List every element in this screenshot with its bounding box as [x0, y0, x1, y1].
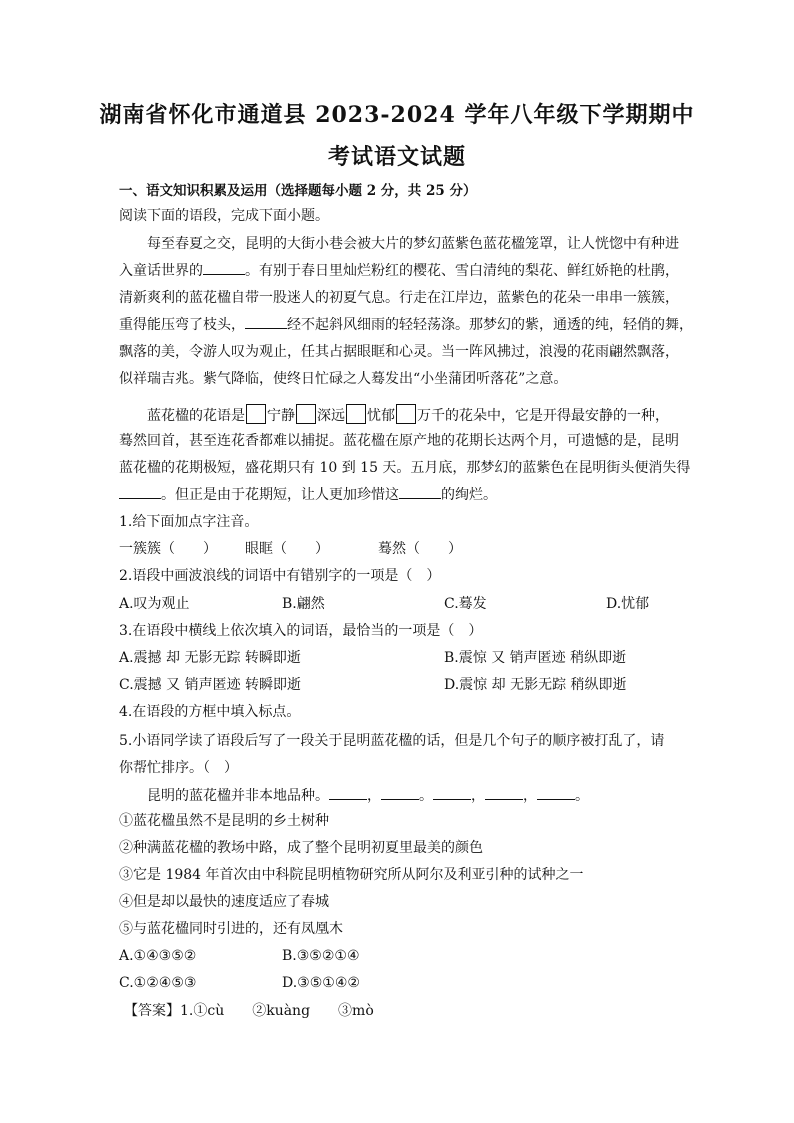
- para1-line5: 飘落的美，令游人叹为观止，任其占据眼眶和心灵。当一阵风拂过，浪漫的花雨翩然飘落，: [119, 344, 679, 360]
- answer-text: 1.①cù ②kuàng ③mò: [180, 1003, 374, 1019]
- para1-line3: 清新爽利的蓝花楹自带一股迷人的初夏气息。行走在江岸边，蓝紫色的花朵一串串一簇簇，: [119, 290, 679, 306]
- q2-option-b[interactable]: B.翩然: [282, 596, 325, 612]
- q5-sentence-2: ②种满蓝花楹的教场中路，成了整个昆明初夏里最美的颜色: [119, 840, 483, 856]
- order-blank[interactable]: [485, 786, 523, 800]
- punctuation-box[interactable]: [346, 404, 366, 424]
- para2-line3: 蓝花楹的花期极短，盛花期只有 10 到 15 天。五月底，那梦幻的蓝紫色在昆明街头便消失得: [119, 460, 691, 476]
- fill-blank[interactable]: [399, 485, 441, 499]
- q1-item-a[interactable]: 一簇簇（ ）: [119, 541, 217, 557]
- section-heading: 一、语文知识积累及运用（选择题每小题 2 分，共 25 分）: [119, 183, 477, 199]
- q5-sentence-4: ④但是却以最快的速度适应了春城: [119, 894, 329, 910]
- q2-option-d[interactable]: D.忧郁: [606, 596, 650, 612]
- q3-option-d[interactable]: D.震惊 却 无影无踪 稍纵即逝: [444, 677, 627, 693]
- q3-option-c[interactable]: C.震撼 又 销声匿迹 转瞬即逝: [119, 677, 302, 693]
- order-blank[interactable]: [329, 786, 367, 800]
- para1-line4: 重得能压弯了枝头， 经不起斜风细雨的轻轻荡涤。那梦幻的紫，通透的纯，轻俏的舞，: [119, 317, 693, 333]
- para1-line1: 每至春夏之交，昆明的大街小巷会被大片的梦幻蓝紫色蓝花楹笼罩，让人恍惚中有种进: [147, 236, 679, 252]
- para2-line4: 。但正是由于花期短，让人更加珍惜这 的绚烂。: [119, 485, 679, 505]
- question-1: 1.给下面加点字注音。: [119, 514, 259, 530]
- exam-title-line1: 湖南省怀化市通道县 2023-2024 学年八年级下学期期中: [99, 102, 695, 128]
- para1-line2: 入童话世界的 。有别于春日里灿烂粉红的樱花、雪白清纯的梨花、鲜红娇艳的杜鹃，: [119, 263, 679, 279]
- q5-option-b[interactable]: B.③⑤②①④: [282, 948, 360, 964]
- q2-option-a[interactable]: A.叹为观止: [119, 596, 190, 612]
- q3-option-a[interactable]: A.震撼 却 无影无踪 转瞬即逝: [119, 650, 301, 666]
- question-5-line1: 5.小语同学读了语段后写了一段关于昆明蓝花楹的话，但是几个句子的顺序被打乱了，请: [119, 733, 665, 749]
- q5-option-a[interactable]: A.①④③⑤②: [119, 948, 197, 964]
- para2-line1: 蓝花楹的花语是 宁静 深远 忧郁 万千的花朵中，它是开得最安静的一种，: [147, 404, 707, 426]
- question-2: 2.语段中画波浪线的词语中有错别字的一项是（ ）: [119, 568, 441, 584]
- q5-sentence-stem: 昆明的蓝花楹并非本地品种。 ， 。 ， ， 。: [147, 788, 589, 804]
- q1-item-b[interactable]: 眼眶（ ）: [245, 541, 329, 557]
- q5-sentence-1: ①蓝花楹虽然不是昆明的乡土树种: [119, 813, 329, 829]
- fill-blank[interactable]: [203, 261, 245, 275]
- exam-title-line2: 考试语文试题: [327, 144, 466, 170]
- para2-line2: 蓦然回首，甚至连花香都难以捕捉。蓝花楹在原产地的花期长达两个月，可遗憾的是，昆明: [119, 433, 679, 449]
- q5-sentence-5: ⑤与蓝花楹同时引进的，还有凤凰木: [119, 921, 343, 937]
- fill-blank[interactable]: [245, 315, 287, 329]
- q5-option-c[interactable]: C.①②④⑤③: [119, 975, 197, 991]
- answer-label: 【答案】: [124, 1003, 180, 1019]
- q5-option-d[interactable]: D.③⑤①④②: [282, 975, 360, 991]
- para1-line6: 似祥瑞吉兆。紫气降临，使终日忙碌之人蓦发出“小坐蒲团听落花”之意。: [119, 371, 568, 387]
- punctuation-box[interactable]: [296, 404, 316, 424]
- answer-line: [124, 1001, 684, 1021]
- punctuation-box[interactable]: [396, 404, 416, 424]
- order-blank[interactable]: [433, 786, 471, 800]
- reading-instruction: 阅读下面的语段，完成下面小题。: [119, 208, 329, 224]
- q3-option-b[interactable]: B.震惊 又 销声匿迹 稍纵即逝: [444, 650, 627, 666]
- question-4: 4.在语段的方框中填入标点。: [119, 704, 301, 720]
- punctuation-box[interactable]: [246, 404, 266, 424]
- q1-item-c[interactable]: 蓦然（ ）: [378, 541, 462, 557]
- order-blank[interactable]: [381, 786, 419, 800]
- question-5-line2: 你帮忙排序。（ ）: [119, 760, 238, 776]
- question-3: 3.在语段中横线上依次填入的词语，最恰当的一项是（ ）: [119, 623, 483, 639]
- order-blank[interactable]: [537, 786, 575, 800]
- q5-sentence-3: ③它是 1984 年首次由中科院昆明植物研究所从阿尔及利亚引种的试种之一: [119, 867, 584, 883]
- q2-option-c[interactable]: C.蓦发: [444, 596, 487, 612]
- fill-blank[interactable]: [119, 485, 161, 499]
